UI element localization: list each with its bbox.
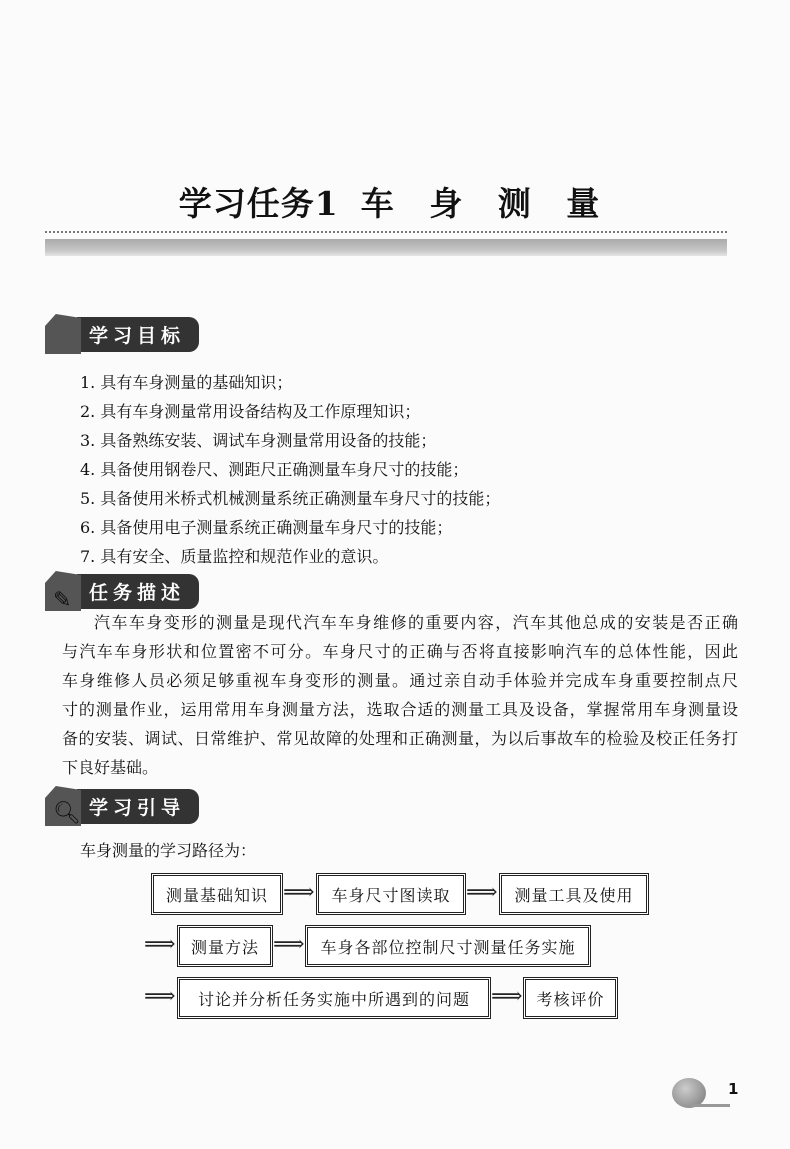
description-badge [45, 574, 199, 613]
flow-step: 测量基础知识 [151, 873, 283, 915]
guide-heading: 学习引导 [77, 789, 199, 824]
flow-step: 车身各部位控制尺寸测量任务实施 [305, 925, 591, 967]
list-item: 7. 具有安全、质量监控和规范作业的意识。 [80, 547, 389, 566]
double-arrow-icon: ⟹ [273, 932, 305, 957]
list-item: 3. 具备熟练安装、调试车身测量常用设备的技能； [80, 431, 437, 450]
page-title [0, 178, 790, 225]
flow-step: 车身尺寸图读取 [316, 873, 466, 915]
page-number: 1 [728, 1080, 739, 1098]
flow-step: 讨论并分析任务实施中所遇到的问题 [177, 977, 491, 1019]
task-name: 车 身 测 量 [360, 184, 612, 223]
list-item: 1. 具有车身测量的基础知识； [80, 373, 293, 392]
list-item: 6. 具备使用电子测量系统正确测量车身尺寸的技能； [80, 518, 453, 537]
text-line: 备的安装、调试、日常维护、常见故障的处理和正确测量，为以后事故车的检验及校正任务打 [62, 729, 738, 748]
flow-step: 考核评价 [523, 977, 618, 1019]
objectives-heading: 学习目标 [77, 317, 199, 352]
double-arrow-icon: ⟹ [144, 932, 176, 957]
page-number-underline [690, 1104, 730, 1107]
guide-intro: 车身测量的学习路径为： [80, 841, 257, 860]
guide-badge [45, 789, 199, 826]
text-line: 车身维修人员必须足够重视车身变形的测量。通过亲自动手体验并完成车身重要控制点尺 [62, 671, 738, 690]
flow-step: 测量方法 [177, 925, 273, 967]
task-number: 学习任务1 [178, 184, 339, 223]
text-line: 与汽车车身形状和位置密不可分。车身尺寸的正确与否将直接影响汽车的总体性能，因此 [62, 642, 738, 661]
double-arrow-icon: ⟹ [144, 984, 176, 1009]
description-paragraph [62, 608, 738, 782]
double-arrow-icon: ⟹ [466, 880, 498, 905]
flag-icon [45, 314, 81, 354]
double-arrow-icon: ⟹ [283, 880, 315, 905]
flow-step: 测量工具及使用 [499, 873, 649, 915]
list-item: 4. 具备使用钢卷尺、测距尺正确测量车身尺寸的技能； [80, 460, 469, 479]
description-heading: 任务描述 [77, 574, 199, 609]
objectives-badge [45, 317, 199, 351]
pencil-icon: ✎ [53, 588, 72, 613]
text-line: 汽车车身变形的测量是现代汽车车身维修的重要内容，汽车其他总成的安装是否正确 [94, 613, 738, 632]
list-item: 5. 具备使用米桥式机械测量系统正确测量车身尺寸的技能； [80, 489, 501, 508]
list-item: 2. 具有车身测量常用设备结构及工作原理知识； [80, 402, 421, 421]
double-arrow-icon: ⟹ [491, 984, 523, 1009]
text-line: 寸的测量作业，运用常用车身测量方法，选取合适的测量工具及设备，掌握常用车身测量设 [62, 700, 738, 719]
magnifier-icon: 🔍︎ [53, 801, 81, 826]
text-line: 下良好基础。 [62, 758, 159, 777]
title-band [45, 239, 727, 256]
dotted-divider [45, 231, 727, 233]
objectives-list [80, 368, 500, 571]
